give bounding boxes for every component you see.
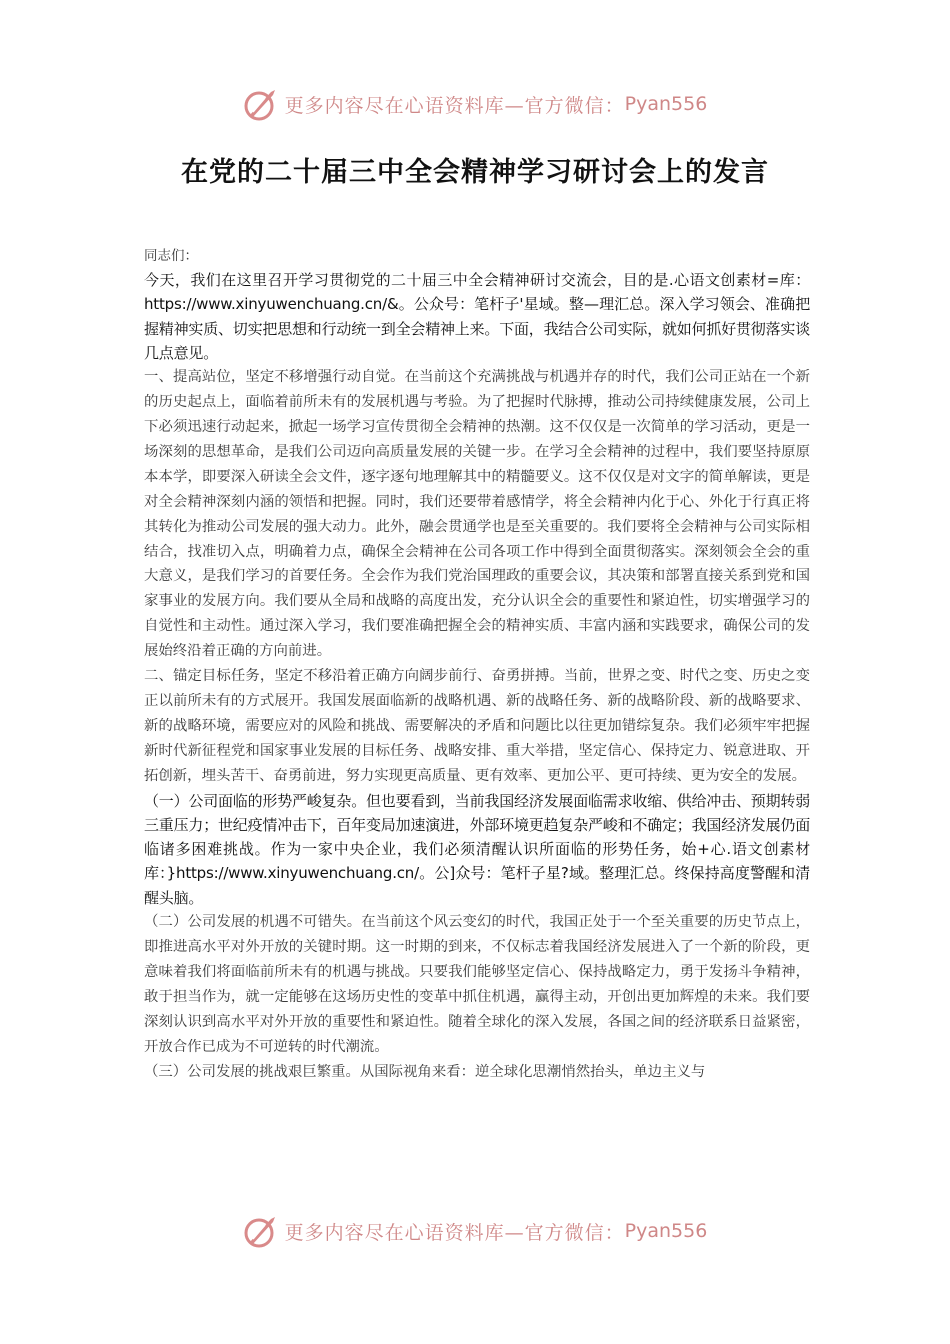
paragraph-subsection-2: （二）公司发展的机遇不可错失。在当前这个风云变幻的时代，我国正处于一个至关重要的历史节点上，即推进高水平对外开放的关键时期。这一时期的到来，不仅标志着我国经济发展进入了一个新的阶段，更意味着我们将面临前所未有的机遇与挑战。只要我们能够坚定信心、保持战略定力，勇于发扬斗争精神，敢于担当作为，就一定能够在这场历史性的变革中抓住机遇，赢得主动，开创出更加辉煌的未来。我们要深刻认识到高水平对外开放的重要性和紧迫性。随着全球化的深入发展，各国之间的经济联系日益紧密，开放合作已成为不可逆转的时代潮流。 bbox=[144, 914, 810, 1055]
paragraph-section-1: 一、提高站位，坚定不移增强行动自觉。在当前这个充满挑战与机遇并存的时代，我们公司正站在一个新的历史起点上，面临着前所未有的发展机遇与考验。为了把握时代脉搏，推动公司持续健康发展，公司上下必须迅速行动起来，掀起一场学习宣传贯彻全会精神的热潮。这不仅仅是一次简单的学习活动，更是一场深刻的思想革命，是我们公司迈向高质量发展的关键一步。在学习全会精神的过程中，我们要坚持原原本本学，即要深入研读全会文件，逐字逐句地理解其中的精髓要义。这不仅仅是对文字的简单解读，更是对全会精神深刻内涵的领悟和把握。同时，我们还要带着感情学，将全会精神内化于心、外化于行真正将其转化为推动公司发展的强大动力。此外，融会贯通学也是至关重要的。我们要将全会精神与公司实际相结合，找准切入点，明确着力点，确保全会精神在公司各项工作中得到全面贯彻落实。深刻领会全会的重大意义，是我们学习的首要任务。全会作为我们党治国理政的重要会议，其决策和部署直接关系到党和国家事业的发展方向。我们要从全局和战略的高度出发，充分认识全会的重要性和紧迫性，切实增强学习的自觉性和主动性。通过深入学习，我们要准确把握全会的精神实质、丰富内涵和实践要求，确保公司的发展始终沿着正确的方向前进。 bbox=[144, 369, 810, 660]
document-body bbox=[144, 245, 810, 1084]
watermark-header bbox=[0, 82, 950, 126]
watermark-code: Pyan556 bbox=[624, 1220, 708, 1242]
paragraph-section-2: 二、锚定目标任务，坚定不移沿着正确方向阔步前行、奋勇拼搏。当前，世界之变、时代之变、历史之变正以前所未有的方式展开。我国发展面临新的战略机遇、新的战略任务、新的战略阶段、新的战略要求、新的战略环境，需要应对的风险和挑战、需要解决的矛盾和问题比以往更加错综复杂。我们必须牢牢把握新时代新征程党和国家事业发展的目标任务、战略安排、重大举措，坚定信心、保持定力、锐意进取、开拓创新，埋头苦干、奋勇前进，努力实现更高质量、更有效率、更加公平、更可持续、更为安全的发展。 bbox=[144, 668, 810, 784]
paragraph-intro: 今天，我们在这里召开学习贯彻党的二十届三中全会精神研讨交流会，目的是.心语文创素材=库：https://www.xinyuwenchuang.cn/&。公众号：笔杆子'星域。整—理汇总。深入学习领会、准确把握精神实质、切实把思想和行动统一到全会精神上来。下面，我结合公司实际，就如何抓好贯彻落实谈几点意见。 bbox=[144, 271, 811, 362]
quill-logo-icon bbox=[243, 1213, 279, 1249]
paragraph-subsection-3: （三）公司发展的挑战艰巨繁重。从国际视角来看：逆全球化思潮悄然抬头，单边主义与 bbox=[144, 1063, 706, 1080]
document-title: 在党的二十届三中全会精神学习研讨会上的发言 bbox=[181, 157, 769, 188]
watermark-text: 更多内容尽在心语资料库—官方微信： bbox=[284, 1221, 625, 1244]
watermark-text: 更多内容尽在心语资料库—官方微信： bbox=[284, 94, 625, 117]
greeting: 同志们： bbox=[144, 248, 198, 264]
quill-logo-icon bbox=[243, 86, 279, 122]
watermark-footer bbox=[0, 1209, 950, 1253]
watermark-code: Pyan556 bbox=[624, 93, 708, 115]
paragraph-subsection-1: （一）公司面临的形势严峻复杂。但也要看到，当前我国经济发展面临需求收缩、供给冲击、预期转弱三重压力；世纪疫情冲击下，百年变局加速演进，外部环境更趋复杂严峻和不确定；我国经济发展仍面临诸多困难挑战。作为一家中央企业，我们必须清醒认识所面临的形势任务，始+心.语文创素材库：}https://www.xinyuwenchuang.cn/。公]众号：笔杆子星?域。整理汇总。终保持高度警醒和清醒头脑。 bbox=[144, 791, 811, 907]
